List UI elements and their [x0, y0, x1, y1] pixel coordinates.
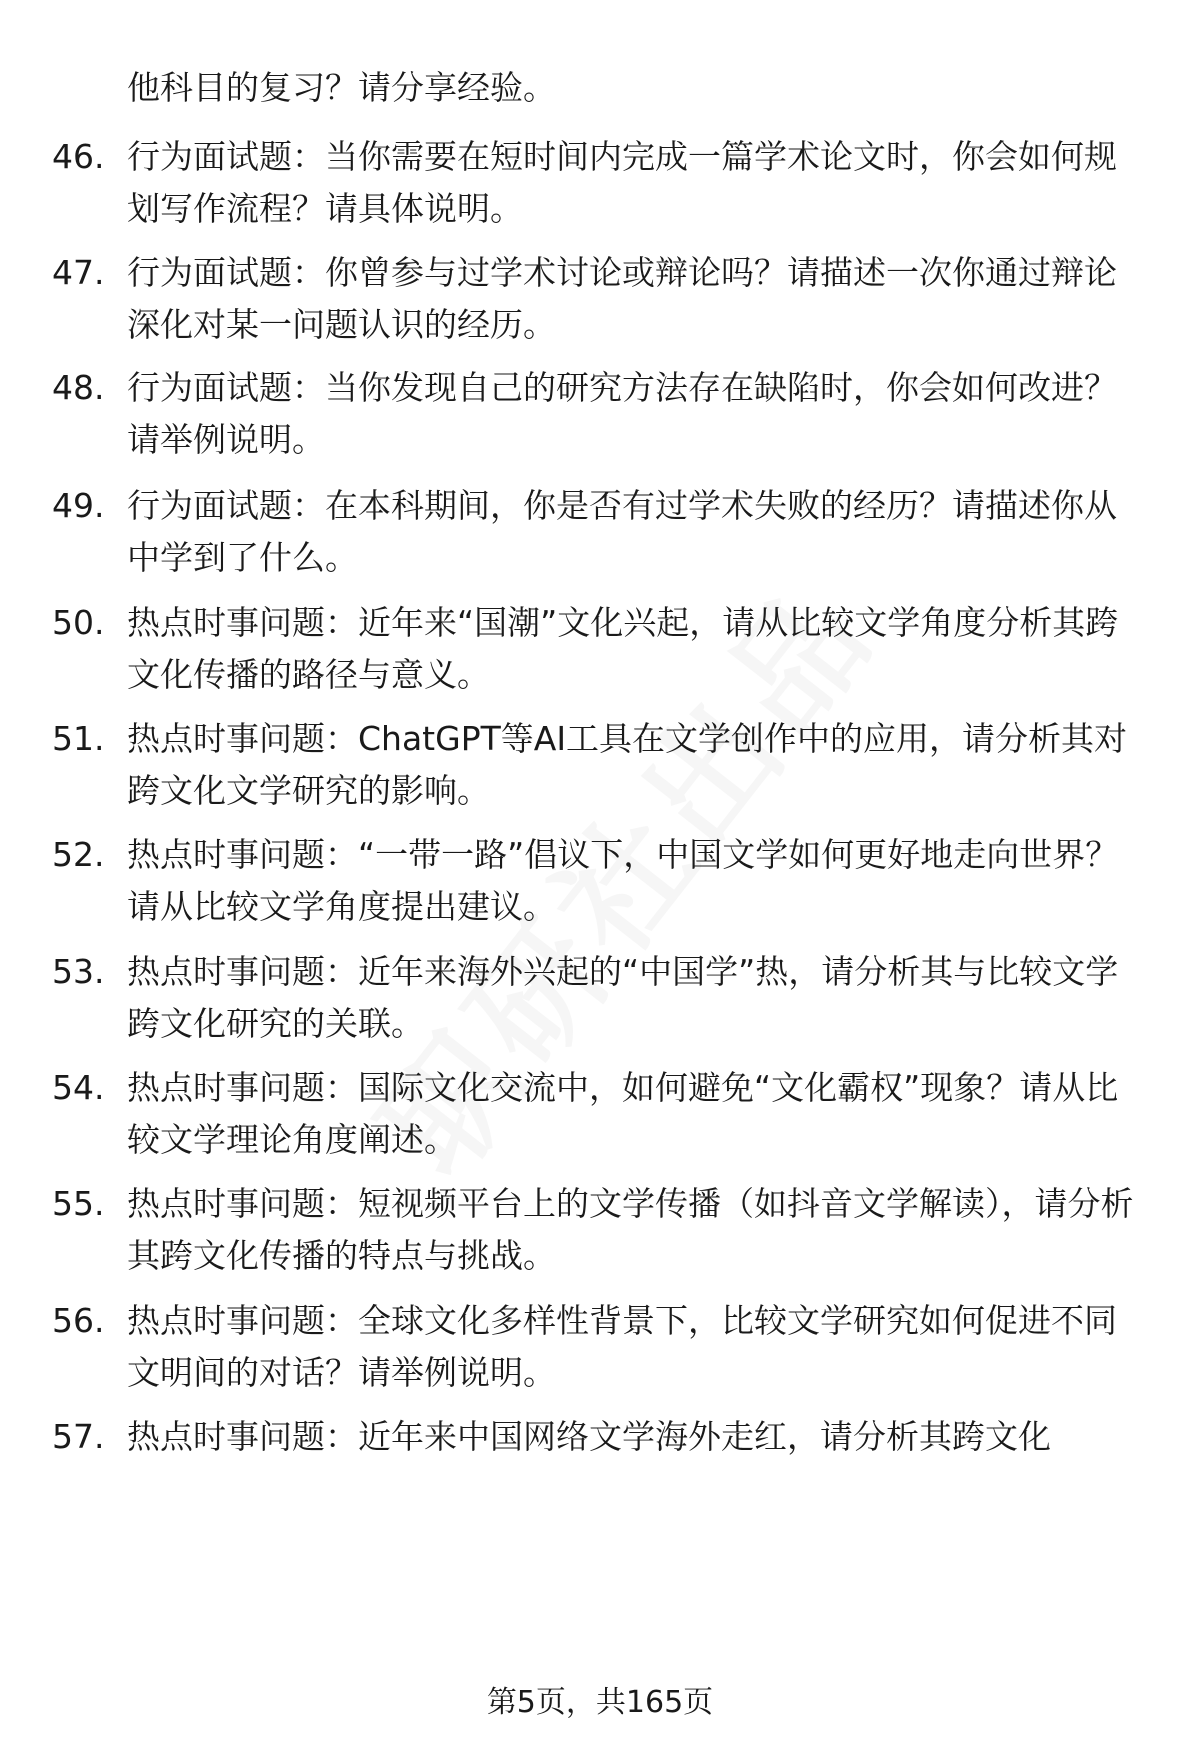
- item-number: 53.: [52, 952, 105, 991]
- item-text: 热点时事问题：近年来“国潮”文化兴起，请从比较文学角度分析其跨文化传播的路径与意义。: [127, 603, 1119, 694]
- item-number: 56.: [52, 1301, 105, 1340]
- item-number: 57.: [52, 1417, 105, 1456]
- item-number: 54.: [52, 1068, 105, 1107]
- item-number: 47.: [52, 253, 105, 292]
- item-text: 热点时事问题：ChatGPT等AI工具在文学创作中的应用，请分析其对跨文化文学研究的影响。: [127, 719, 1128, 810]
- item-text: 热点时事问题：近年来海外兴起的“中国学”热，请分析其与比较文学跨文化研究的关联。: [127, 952, 1119, 1043]
- item-number: 48.: [52, 368, 105, 407]
- item-text: 行为面试题：当你需要在短时间内完成一篇学术论文时，你会如何规划写作流程？请具体说明。: [127, 137, 1117, 228]
- continuation-text: 他科目的复习？请分享经验。: [127, 68, 556, 107]
- item-number: 50.: [52, 603, 105, 642]
- item-text: 热点时事问题：近年来中国网络文学海外走红，请分析其跨文化: [127, 1417, 1051, 1456]
- item-text: 行为面试题：你曾参与过学术讨论或辩论吗？请描述一次你通过辩论深化对某一问题认识的经历。: [127, 253, 1117, 344]
- item-number: 51.: [52, 719, 105, 758]
- item-text: 热点时事问题：短视频平台上的文学传播（如抖音文学解读），请分析其跨文化传播的特点与挑战。: [127, 1184, 1134, 1275]
- item-text: 行为面试题：当你发现自己的研究方法存在缺陷时，你会如何改进？请举例说明。: [127, 368, 1117, 459]
- item-number: 49.: [52, 486, 105, 525]
- page-footer: 第5页，共165页: [486, 1685, 714, 1720]
- item-number: 52.: [52, 835, 105, 874]
- item-text: 热点时事问题：全球文化多样性背景下，比较文学研究如何促进不同文明间的对话？请举例说明。: [127, 1301, 1117, 1392]
- item-text: 热点时事问题：国际文化交流中，如何避免“文化霸权”现象？请从比较文学理论角度阐述。: [127, 1068, 1119, 1159]
- item-number: 55.: [52, 1184, 105, 1223]
- item-text: 行为面试题：在本科期间，你是否有过学术失败的经历？请描述你从中学到了什么。: [127, 486, 1117, 577]
- item-number: 46.: [52, 137, 105, 176]
- item-text: 热点时事问题：“一带一路”倡议下，中国文学如何更好地走向世界？请从比较文学角度提出建议。: [127, 835, 1119, 926]
